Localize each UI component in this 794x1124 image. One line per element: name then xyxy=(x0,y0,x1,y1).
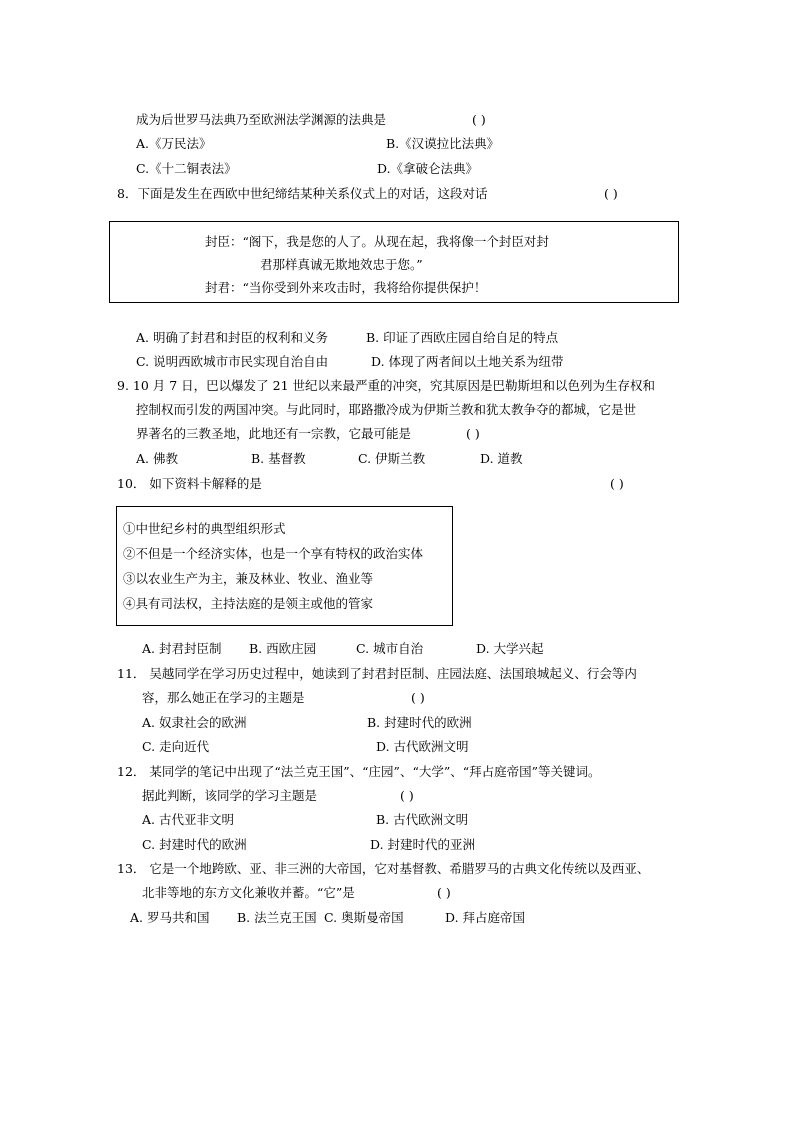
q12-line-1: 12． 某同学的笔记中出现了“法兰克王国”、“庄园”、“大学”、“拜占庭帝国”等关键词。 xyxy=(117,764,601,779)
q8-quote-line-3: 封君：“当你受到外来攻击时，我将给你提供保护！ xyxy=(205,280,487,295)
q11-line-1: 11． 吴越同学在学习历史过程中，她读到了封君封臣制、庄园法庭、法国琅城起义、行会等内 xyxy=(117,666,637,681)
q9-line-2: 控制权而引发的两国冲突。与此同时，耶路撒冷成为伊斯兰教和犹太教争夺的都城，它是世 xyxy=(136,402,637,417)
q9-option-a: A. 佛教 xyxy=(136,451,178,466)
q10-option-a: A. 封君封臣制 xyxy=(142,641,222,656)
q12-option-a: A. 古代亚非文明 xyxy=(142,812,234,827)
q7-option-d: D.《拿破仑法典》 xyxy=(377,161,479,176)
q7-option-a: A.《万民法》 xyxy=(136,136,212,151)
q11-option-d: D. 古代欧洲文明 xyxy=(376,739,469,754)
q13-option-b: B. 法兰克王国 xyxy=(237,910,317,925)
q8-quote-box xyxy=(109,221,679,303)
q10-option-d: D. 大学兴起 xyxy=(476,641,544,656)
q12-option-b: B. 古代欧洲文明 xyxy=(376,812,469,827)
q10-card-item-3: ③以农业生产为主，兼及林业、牧业、渔业等 xyxy=(123,571,374,586)
q13-answer-blank: ( ) xyxy=(437,885,451,900)
q10-card-item-2: ②不但是一个经济实体，也是一个享有特权的政治实体 xyxy=(123,546,424,561)
q12-line-2: 据此判断，该同学的学习主题是 xyxy=(142,788,318,803)
q13-option-c: C. 奥斯曼帝国 xyxy=(324,910,404,925)
q10-stem: 10． 如下资料卡解释的是 xyxy=(117,476,262,491)
q8-quote-line-1: 封臣：“阁下，我是您的人了。从现在起，我将像一个封臣对封 xyxy=(205,234,549,249)
q8-answer-blank: ( ) xyxy=(604,186,618,201)
q8-option-d: D. 体现了两者间以土地关系为纽带 xyxy=(371,354,564,369)
q10-card-item-4: ④具有司法权，主持法庭的是领主或他的管家 xyxy=(123,596,374,611)
q12-option-c: C. 封建时代的欧洲 xyxy=(142,837,247,852)
q13-option-a: A. 罗马共和国 xyxy=(130,910,210,925)
q13-line-2: 北非等地的东方文化兼收并蓄。“它”是 xyxy=(142,885,355,900)
q8-stem: 8．下面是发生在西欧中世纪缔结某种关系仪式上的对话，这段对话 xyxy=(117,186,488,201)
q8-quote-line-2: 君那样真诚无欺地效忠于您。” xyxy=(260,257,423,272)
q7-answer-blank: ( ) xyxy=(472,112,486,127)
q13-line-1: 13． 它是一个地跨欧、亚、非三洲的大帝国，它对基督教、希腊罗马的古典文化传统以及西亚、 xyxy=(117,861,650,876)
q9-line-1: 9. 10 月 7 日，巴以爆发了 21 世纪以来最严重的冲突，究其原因是巴勒斯坦和以色列为生存权和 xyxy=(117,378,656,393)
q8-option-c: C. 说明西欧城市市民实现自治自由 xyxy=(136,354,329,369)
q9-option-c: C. 伊斯兰教 xyxy=(358,451,426,466)
q11-option-c: C. 走向近代 xyxy=(142,739,210,754)
q9-option-d: D. 道教 xyxy=(480,451,523,466)
q10-option-c: C. 城市自治 xyxy=(356,641,424,656)
q12-answer-blank: ( ) xyxy=(400,788,414,803)
q9-option-b: B. 基督教 xyxy=(251,451,306,466)
q13-option-d: D. 拜占庭帝国 xyxy=(445,910,526,925)
q10-answer-blank: ( ) xyxy=(610,476,624,491)
q10-data-card xyxy=(116,506,453,626)
q9-line-3: 界著名的三教圣地，此地还有一宗教，它最可能是 xyxy=(136,426,412,441)
q10-card-item-1: ①中世纪乡村的典型组织形式 xyxy=(123,521,286,536)
q9-answer-blank: ( ) xyxy=(466,426,480,441)
q10-option-b: B. 西欧庄园 xyxy=(249,641,317,656)
q11-line-2: 容，那么她正在学习的主题是 xyxy=(142,690,305,705)
q11-option-a: A. 奴隶社会的欧洲 xyxy=(142,715,247,730)
q11-answer-blank: ( ) xyxy=(411,690,425,705)
q8-option-a: A. 明确了封君和封臣的权利和义务 xyxy=(136,330,328,345)
q12-option-d: D. 封建时代的亚洲 xyxy=(370,837,476,852)
q7-option-b: B.《汉谟拉比法典》 xyxy=(386,136,500,151)
q7-stem: 成为后世罗马法典乃至欧洲法学渊源的法典是 xyxy=(136,112,387,127)
q7-option-c: C.《十二铜表法》 xyxy=(136,161,237,176)
q11-option-b: B. 封建时代的欧洲 xyxy=(367,715,472,730)
q8-option-b: B. 印证了西欧庄园自给自足的特点 xyxy=(366,330,559,345)
